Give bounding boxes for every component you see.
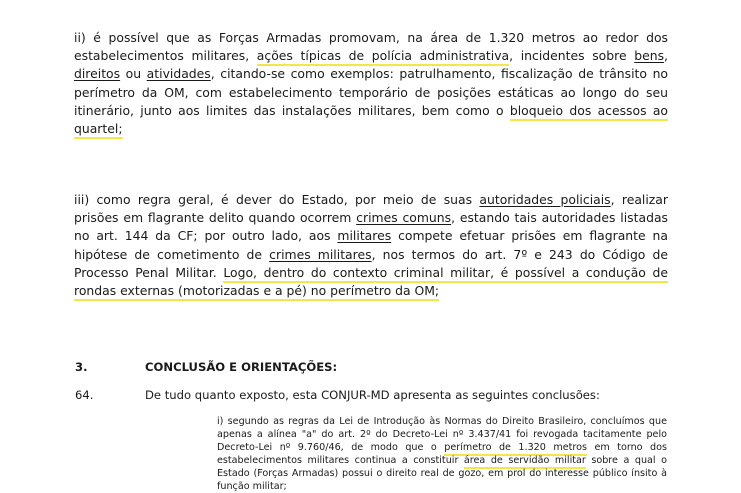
item-text: De tudo quanto exposto, esta CONJUR-MD apresenta as seguintes conclusões: [145, 388, 600, 402]
text-run: ou [120, 66, 147, 82]
section-title: CONCLUSÃO E ORIENTAÇÕES: [145, 360, 338, 374]
text-run: ii) é possível que as Forças Armadas promovam, na área de 1.320 metros ao redor dos estabelecimentos militares, [74, 30, 668, 64]
item-number: 64. [75, 388, 94, 402]
underlined-term: direitos [74, 66, 121, 82]
paragraph-ii [74, 29, 668, 138]
text-run: em torno dos estabelecimentos militares continua a constituir [217, 441, 667, 466]
highlighted-phrase: ações típicas de polícia administrativa [257, 48, 509, 66]
underlined-term: militares [337, 228, 392, 244]
underlined-term: bens [634, 48, 665, 64]
underlined-term: crimes militares [269, 246, 372, 262]
text-run: , nos termos do art. 7º e 243 do Código de Processo Penal Militar. [74, 246, 669, 280]
text-run: , estando tais autoridades listadas no art. 144 da CF; por outro lado, aos [74, 210, 668, 244]
text-run: i) segundo as regras da Lei de Introdução às Normas do Direito Brasileiro, concluímos que apenas a alínea "a" do art. 2º do Decreto-Lei nº 3.437/41 foi revogada tacitamente pelo Decreto-Lei nº 9.760/46, de modo que o [217, 416, 667, 453]
text-run: , citando-se como exemplos: patrulhamento, fiscalização de trânsito no perímetro da OM, com estabelecimento temporário de posições estáticas ao longo do seu itinerário, junto aos limites das instalações militares, bem como o [74, 66, 668, 118]
highlighted-phrase: área de servidão militar [464, 455, 586, 469]
underlined-term: crimes comuns [356, 210, 452, 226]
underlined-term: atividades [146, 66, 211, 82]
text-run: sobre a qual o Estado (Forças Armadas) possui o direito real de gozo, em prol do interesse público ínsito à função militar; [217, 454, 667, 492]
section-number: 3. [75, 360, 88, 374]
highlighted-phrase: Logo, dentro do contexto criminal militar, é possível a condução de rondas externas (motorizadas e a pé) no perímetro da OM; [74, 265, 668, 301]
underlined-term: autoridades policiais [479, 192, 611, 207]
conclusion-i [217, 416, 667, 493]
highlighted-phrase: bloqueio dos acessos ao quartel; [74, 103, 668, 139]
text-run: compete efetuar prisões em flagrante na hipótese de cometimento de [74, 228, 668, 262]
paragraph-iii [74, 191, 668, 300]
text-run: , incidentes sobre [509, 48, 635, 64]
highlighted-phrase: perímetro de 1.320 metros [444, 442, 587, 456]
text-run: iii) como regra geral, é dever do Estado, por meio de suas [74, 192, 480, 207]
text-run: , realizar prisões em flagrante delito quando ocorrem [74, 192, 668, 226]
text-run: , [664, 48, 668, 64]
